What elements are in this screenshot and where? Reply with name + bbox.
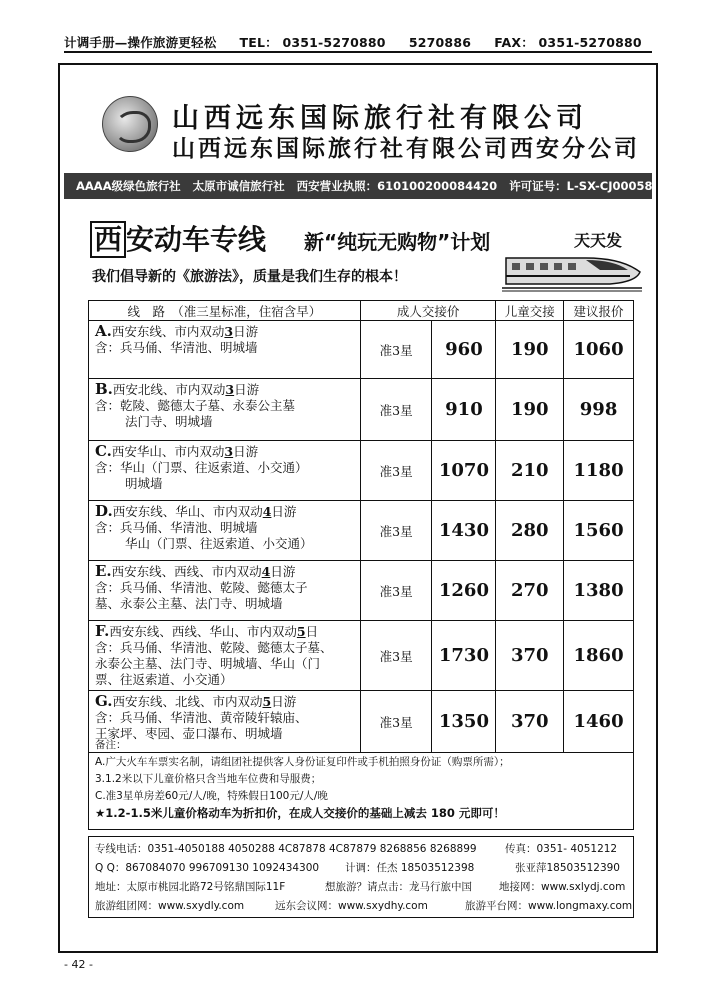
promo-slogan: 我们倡导新的《旅游法》，质量是我们生存的根本！ <box>92 269 407 285</box>
route-includes-line: 含：兵马俑、华清池、黄帝陵轩辕庙、 <box>95 710 308 725</box>
route-includes-line: 含：兵马俑、华清池、明城墙 <box>95 520 258 535</box>
route-price-table <box>88 300 634 753</box>
promo-title-boxed: 西 <box>90 221 126 258</box>
notes-heading: 备注： <box>95 739 127 751</box>
hotel-standard: 准3星 <box>360 691 432 753</box>
route-includes-line: 含：兵马俑、华清池、乾陵、懿德太子墓、 <box>95 640 333 655</box>
route-title-suffix: 日游 <box>234 382 260 397</box>
route-includes-line: 王家坪、枣园、壶口瀑布、明城墙 <box>95 726 283 741</box>
handbook-slogan: 计调手册—操作旅游更轻松 <box>64 35 217 50</box>
route-days: 3 <box>224 444 234 459</box>
promo-daily: 天天发 <box>574 231 623 250</box>
route-letter: A. <box>95 322 112 340</box>
company-header <box>64 70 652 170</box>
retail-price: 1180 <box>564 441 634 501</box>
route-days: 4 <box>261 564 271 579</box>
route-includes-line: 含：兵马俑、华清池、乾陵、懿德太子 <box>95 580 308 595</box>
child-price: 210 <box>496 441 564 501</box>
tel-number-2: 5270886 <box>408 35 472 50</box>
route-days: 4 <box>262 504 272 519</box>
promo-title <box>90 218 266 258</box>
bullet-train-icon <box>502 248 642 292</box>
page-top-header <box>64 33 652 53</box>
contact-box <box>88 836 634 918</box>
route-letter: E. <box>95 562 112 580</box>
adult-price: 960 <box>432 321 496 379</box>
fax-number: 0351-5270880 <box>538 35 642 50</box>
contact-fax: 传真：0351- 4051212 <box>505 843 618 855</box>
hotel-standard: 准3星 <box>360 321 432 379</box>
route-title-suffix: 日游 <box>233 324 259 339</box>
company-branch-name: 山西远东国际旅行社有限公司西安分公司 <box>172 135 640 162</box>
adult-price: 1350 <box>432 691 496 753</box>
route-title <box>95 563 354 580</box>
adult-price: 1070 <box>432 441 496 501</box>
route-rows <box>89 321 634 753</box>
hotel-standard: 准3星 <box>360 441 432 501</box>
route-days: 3 <box>225 382 235 397</box>
license-item: AAAA级绿色旅行社 <box>76 179 181 193</box>
table-row <box>89 621 634 691</box>
route-title <box>95 693 354 710</box>
header-route: 线 路 （准三星标准，住宿含早） <box>89 301 361 321</box>
company-logo-icon <box>102 96 158 152</box>
hotel-standard: 准3星 <box>360 501 432 561</box>
company-name: 山西远东国际旅行社有限公司 <box>172 103 588 134</box>
license-bar <box>64 173 652 199</box>
route-title-text: 西安东线、西线、华山、市内双动 <box>109 624 297 639</box>
route-letter: C. <box>95 442 112 460</box>
note-item: C.准3星单房差60元/人/晚，特殊假日100元/人/晚 <box>95 790 328 802</box>
contact-ask-link[interactable]: 想旅游？请点击：龙马行旅中国 <box>325 881 472 893</box>
adult-price: 910 <box>432 379 496 441</box>
header-child-price: 儿童交接 <box>496 301 564 321</box>
hotel-standard: 准3星 <box>360 621 432 691</box>
contact-address: 地址：太原市桃园北路72号铭鼎国际11F <box>95 881 286 893</box>
fax-label: FAX： <box>494 35 534 50</box>
contact-meeting-site[interactable]: 远东会议网：www.sxydhy.com <box>275 900 428 912</box>
route-includes-line: 明城墙 <box>125 476 163 491</box>
contact-hotline: 专线电话：0351-4050188 4050288 4C87878 4C87879 8268856 8268899 <box>95 843 477 855</box>
route-includes-line: 含：乾陵、懿德太子墓、永泰公主墓 <box>95 398 296 413</box>
retail-price: 998 <box>564 379 634 441</box>
child-price: 370 <box>496 621 564 691</box>
table-header-row <box>89 301 634 321</box>
route-description <box>89 501 361 561</box>
child-price: 370 <box>496 691 564 753</box>
route-letter: F. <box>95 622 110 640</box>
route-title <box>95 323 354 340</box>
retail-price: 1380 <box>564 561 634 621</box>
route-includes-line: 墓、永泰公主墓、法门寺、明城墙 <box>95 596 283 611</box>
child-price: 190 <box>496 379 564 441</box>
route-includes-line: 含：华山（门票、往返索道、小交通） <box>95 460 308 475</box>
route-title <box>95 623 354 640</box>
promo-banner <box>64 204 652 296</box>
tel-label: TEL： <box>239 35 278 50</box>
adult-price: 1260 <box>432 561 496 621</box>
retail-price: 1060 <box>564 321 634 379</box>
note-item: 3.1.2米以下儿童价格只含当地车位费和导服费； <box>95 773 322 785</box>
route-title-suffix: 日游 <box>233 444 259 459</box>
adult-price: 1730 <box>432 621 496 691</box>
license-item: 西安营业执照：610100200084420 <box>296 179 498 193</box>
route-title-suffix: 日游 <box>270 564 296 579</box>
note-item-highlight: ★1.2-1.5米儿童价格动车为折扣价，在成人交接价的基础上减去 180 元即可！ <box>95 806 505 820</box>
retail-price: 1860 <box>564 621 634 691</box>
route-description <box>89 441 361 501</box>
route-letter: G. <box>95 692 113 710</box>
route-includes-line: 票、往返索道、小交通） <box>95 672 233 687</box>
contact-map-site[interactable]: 地接网：www.sxlydj.com <box>499 881 626 893</box>
route-title-text: 西安东线、华山、市内双动 <box>112 504 263 519</box>
route-days: 5 <box>296 624 306 639</box>
route-title-text: 西安东线、市内双动 <box>111 324 225 339</box>
route-description <box>89 321 361 379</box>
route-title <box>95 503 354 520</box>
table-row <box>89 379 634 441</box>
route-includes-line: 含：兵马俑、华清池、明城墙 <box>95 340 258 355</box>
header-retail-price: 建议报价 <box>564 301 634 321</box>
route-days: 3 <box>224 324 234 339</box>
license-item: 太原市诚信旅行社 <box>192 179 285 193</box>
route-letter: D. <box>95 502 113 520</box>
header-adult-price: 成人交接价 <box>360 301 496 321</box>
route-title-text: 西安东线、西线、市内双动 <box>111 564 262 579</box>
route-days: 5 <box>262 694 272 709</box>
table-row <box>89 561 634 621</box>
tel-number: 0351-5270880 <box>282 35 386 50</box>
route-title-text: 西安华山、市内双动 <box>111 444 225 459</box>
route-title-suffix: 日游 <box>271 504 297 519</box>
route-title <box>95 381 354 398</box>
route-description <box>89 379 361 441</box>
table-row <box>89 441 634 501</box>
route-includes-line: 法门寺、明城墙 <box>125 414 213 429</box>
table-row <box>89 501 634 561</box>
route-title <box>95 443 354 460</box>
route-description <box>89 621 361 691</box>
contact-dispatcher-2: 张亚萍18503512390 <box>515 862 620 874</box>
note-item: A.广大火车车票实名制，请组团社提供客人身份证复印件或手机拍照身份证（购票所需）； <box>95 756 510 768</box>
contact-qq: Q Q：867084070 996709130 1092434300 <box>95 862 320 874</box>
table-row <box>89 321 634 379</box>
route-title-text: 西安东线、北线、市内双动 <box>112 694 263 709</box>
retail-price: 1560 <box>564 501 634 561</box>
route-includes-line: 华山（门票、往返索道、小交通） <box>125 536 313 551</box>
contact-dispatcher: 计调：任杰 18503512398 <box>345 862 475 874</box>
route-description <box>89 561 361 621</box>
child-price: 280 <box>496 501 564 561</box>
route-includes-line: 永泰公主墓、法门寺、明城墙、华山（门 <box>95 656 321 671</box>
route-title-suffix: 日游 <box>271 694 297 709</box>
route-title-text: 西安北线、市内双动 <box>112 382 226 397</box>
license-item: 许可证号：L-SX-CJ00058 <box>509 179 653 193</box>
notes-box <box>88 734 634 830</box>
contact-platform-site[interactable]: 旅游平台网：www.longmaxy.com <box>465 900 633 912</box>
route-title-suffix: 日 <box>305 624 319 639</box>
child-price: 190 <box>496 321 564 379</box>
route-letter: B. <box>95 380 113 398</box>
contact-group-site[interactable]: 旅游组团网：www.sxydly.com <box>95 900 245 912</box>
retail-price: 1460 <box>564 691 634 753</box>
promo-title-rest: 安动车专线 <box>126 223 267 256</box>
promo-subtitle: 新“纯玩无购物”计划 <box>304 230 491 254</box>
child-price: 270 <box>496 561 564 621</box>
page-number: - 42 - <box>64 958 93 971</box>
hotel-standard: 准3星 <box>360 561 432 621</box>
hotel-standard: 准3星 <box>360 379 432 441</box>
adult-price: 1430 <box>432 501 496 561</box>
